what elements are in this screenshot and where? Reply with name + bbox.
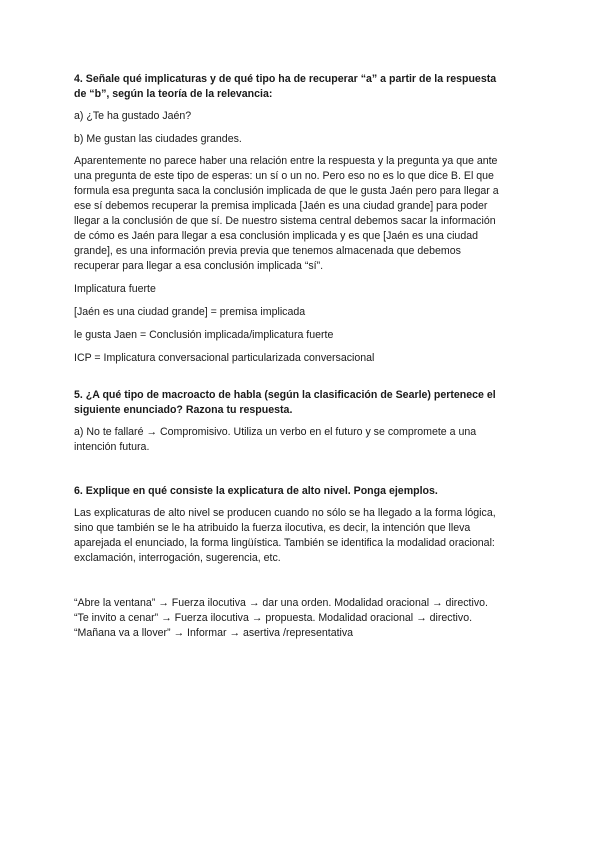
text-line: aparejada el enunciado, la forma lingüística. También se identifica la modalidad oracional: [74,537,495,549]
heading-line: 6. Explique en qué consiste la explicatura de alto nivel. Ponga ejemplos. [74,485,438,497]
text-line: formula esa pregunta saca la conclusión implicada de que le gusta Jaén pero para llegar a [74,185,499,197]
heading-line: 5. ¿A qué tipo de macroacto de habla (según la clasificación de Searle) pertenece el [74,389,496,401]
heading-line: 4. Señale qué implicaturas y de qué tipo ha de recuperar “a” a partir de la respuesta [74,73,497,85]
text-line: Las explicaturas de alto nivel se producen cuando no sólo se ha llegado a la forma lógica, [74,507,496,519]
heading-line: siguiente enunciado? Razona tu respuesta. [74,404,293,416]
body-paragraph [74,506,529,566]
example-item: “Te invito a cenar” → Fuerza ilocutiva → propuesta. Modalidad oracional → directivo. [74,612,473,624]
question-4-heading [74,72,529,102]
question-6-heading [74,484,529,499]
question-5 [74,388,529,455]
text-line: intención futura. [74,441,150,453]
question-5-heading [74,388,529,418]
question-6 [74,484,529,641]
dialogue-a: a) ¿Te ha gustado Jaén? [74,110,192,122]
question-4 [74,72,529,366]
dialogue-b: b) Me gustan las ciudades grandes. [74,133,242,145]
text-line: Aparentemente no parece haber una relación entre la respuesta y la pregunta ya que ante [74,155,498,167]
text-line: exclamación, interrogación, sugerencia, etc. [74,552,281,564]
text-line: llegar a la conclusión de que sí. De nuestro sistema central debemos sacar la información [74,215,496,227]
text-line: de cómo es Jaén para llegar a esa conclusión implicada y es que [Jaén es una ciudad [74,230,478,242]
text-line: una pregunta de este tipo de esperas: un sí o un no. Pero eso no es lo que dice B. El que [74,170,494,182]
heading-line: de “b”, según la teoría de la relevancia: [74,88,273,100]
examples-list [74,596,529,641]
icp-definition: ICP = Implicatura conversacional particularizada conversacional [74,352,375,364]
implicatura-type: Implicatura fuerte [74,283,156,295]
explanation-paragraph [74,154,529,274]
document-page [74,72,529,641]
example-item: “Abre la ventana” → Fuerza ilocutiva → dar una orden. Modalidad oracional → directivo. [74,597,488,609]
text-line: ese sí debemos recuperar la premisa implicada [Jaén es una ciudad grande] para poder [74,200,488,212]
text-line: recuperar para llegar a esa conclusión implicada “sí”. [74,260,324,272]
text-line: grande], es una información previa previa que tenemos almacenada que debemos [74,245,461,257]
conclusion-implicada: le gusta Jaen = Conclusión implicada/implicatura fuerte [74,329,334,341]
answer-paragraph [74,425,529,455]
text-line: sino que también se le ha atribuido la fuerza ilocutiva, es decir, la intención que lleva [74,522,471,534]
example-item: “Mañana va a llover” → Informar → asertiva /representativa [74,627,354,639]
premisa-implicada: [Jaén es una ciudad grande] = premisa implicada [74,306,306,318]
text-line: a) No te fallaré → Compromisivo. Utiliza un verbo en el futuro y se compromete a una [74,426,477,438]
